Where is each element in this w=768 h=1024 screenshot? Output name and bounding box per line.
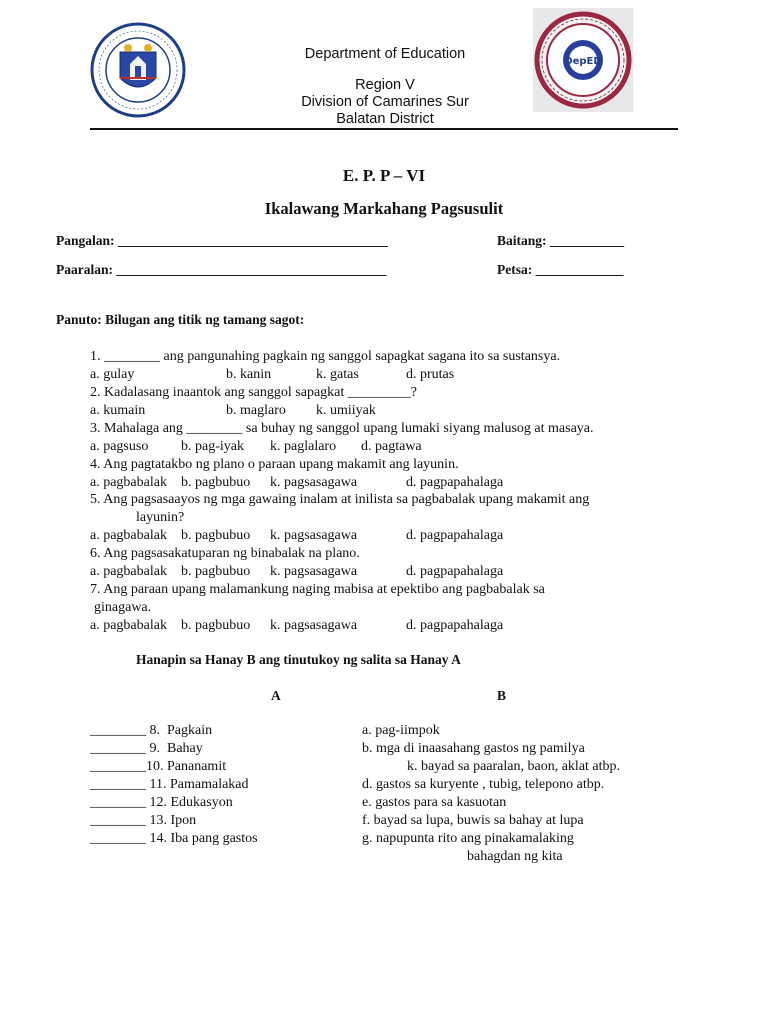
choice-a[interactable]: a. pagbabalak: [90, 475, 167, 490]
choice-k[interactable]: k. pagsasagawa: [270, 564, 358, 579]
question-5-cont: layunin?: [136, 510, 185, 525]
matching-option: f. bayad sa lupa, buwis sa bahay at lupa: [362, 813, 584, 828]
header-divider: [90, 128, 678, 130]
division-name: Division of Camarines Sur: [301, 94, 469, 110]
choice-a[interactable]: a. pagbabalak: [90, 528, 167, 543]
question-6: 6. Ang pagsasakatuparan ng binabalak na plano.: [90, 546, 360, 561]
choice-a[interactable]: a. pagsuso: [90, 439, 149, 454]
date-field[interactable]: Petsa: _____________: [497, 262, 624, 277]
grade-field[interactable]: Baitang: ___________: [497, 233, 625, 248]
choice-k[interactable]: k. pagsasagawa: [270, 618, 358, 633]
choice-d[interactable]: d. pagpapahalaga: [406, 528, 504, 543]
column-a-header: A: [271, 688, 281, 703]
choice-b[interactable]: b. kanin: [226, 367, 272, 382]
choice-a[interactable]: a. gulay: [90, 367, 135, 382]
choice-a[interactable]: a. kumain: [90, 403, 146, 418]
deped-mark: DepED: [564, 56, 602, 67]
choice-k[interactable]: k. umiiyak: [316, 403, 376, 418]
school-seal-logo: [533, 8, 633, 112]
matching-item[interactable]: ________10. Pananamit: [90, 759, 227, 774]
choice-b[interactable]: b. pagbubuo: [181, 528, 251, 543]
choice-k[interactable]: k. pagsasagawa: [270, 528, 358, 543]
matching-option: g. napupunta rito ang pinakamalaking: [362, 831, 574, 846]
question-2: 2. Kadalasang inaantok ang sanggol sapagkat _________?: [90, 385, 417, 400]
matching-item[interactable]: ________ 13. Ipon: [90, 813, 197, 828]
choice-d[interactable]: d. pagtawa: [361, 439, 422, 454]
choice-b[interactable]: b. pag-iyak: [181, 439, 244, 454]
exam-title: Ikalawang Markahang Pagsusulit: [264, 199, 504, 218]
matching-instructions: Hanapin sa Hanay B ang tinutukoy ng salita sa Hanay A: [136, 652, 461, 667]
choice-d[interactable]: d. prutas: [406, 367, 455, 382]
question-4: 4. Ang pagtatakbo ng plano o paraan upang makamit ang layunin.: [90, 457, 459, 472]
instructions: Panuto: Bilugan ang titik ng tamang sagot:: [56, 312, 305, 327]
matching-option: b. mga di inaasahang gastos ng pamilya: [362, 741, 585, 756]
choice-a[interactable]: a. pagbabalak: [90, 564, 167, 579]
choice-k[interactable]: k. gatas: [316, 367, 359, 382]
choice-b[interactable]: b. maglaro: [226, 403, 286, 418]
choice-d[interactable]: d. pagpapahalaga: [406, 618, 504, 633]
choice-k[interactable]: k. pagsasagawa: [270, 475, 358, 490]
school-field[interactable]: Paaralan: ________________________________________: [56, 262, 387, 277]
matching-item[interactable]: ________ 11. Pamamalakad: [90, 777, 249, 792]
choice-d[interactable]: d. pagpapahalaga: [406, 564, 504, 579]
matching-item[interactable]: ________ 9. Bahay: [90, 741, 203, 756]
question-5: 5. Ang pagsasaayos ng mga gawaing inalam at inilista sa pagbabalak upang makamit ang: [90, 492, 590, 507]
matching-item[interactable]: ________ 14. Iba pang gastos: [90, 831, 258, 846]
matching-option: d. gastos sa kuryente , tubig, telepono atbp.: [362, 777, 605, 792]
question-3: 3. Mahalaga ang ________ sa buhay ng sanggol upang lumaki siyang malusog at masaya.: [90, 421, 594, 436]
department-name: Department of Education: [304, 46, 466, 62]
choice-a[interactable]: a. pagbabalak: [90, 618, 167, 633]
choice-b[interactable]: b. pagbubuo: [181, 618, 251, 633]
choice-b[interactable]: b. pagbubuo: [181, 564, 251, 579]
choice-k[interactable]: k. paglalaro: [270, 439, 337, 454]
question-7-cont: ginagawa.: [94, 600, 152, 615]
matching-option: e. gastos para sa kasuotan: [362, 795, 507, 810]
question-7: 7. Ang paraan upang malamankung naging mabisa at epektibo ang pagbabalak sa: [90, 582, 545, 597]
region-name: Region V: [355, 77, 415, 93]
matching-option: k. bayad sa paaralan, baon, aklat atbp.: [407, 759, 621, 774]
deped-seal-logo: [90, 22, 186, 118]
matching-item[interactable]: ________ 12. Edukasyon: [90, 795, 233, 810]
matching-option: a. pag-iimpok: [362, 723, 440, 738]
choice-b[interactable]: b. pagbubuo: [181, 475, 251, 490]
matching-option-cont: bahagdan ng kita: [467, 849, 563, 864]
exam-subject: E. P. P – VI: [342, 166, 426, 185]
matching-item[interactable]: ________ 8. Pagkain: [90, 723, 213, 738]
column-b-header: B: [497, 688, 507, 703]
district-name: Balatan District: [336, 111, 434, 127]
question-1: 1. ________ ang pangunahing pagkain ng sanggol sapagkat sagana ito sa sustansya.: [90, 349, 561, 364]
name-field[interactable]: Pangalan: ________________________________________: [56, 233, 388, 248]
choice-d[interactable]: d. pagpapahalaga: [406, 475, 504, 490]
